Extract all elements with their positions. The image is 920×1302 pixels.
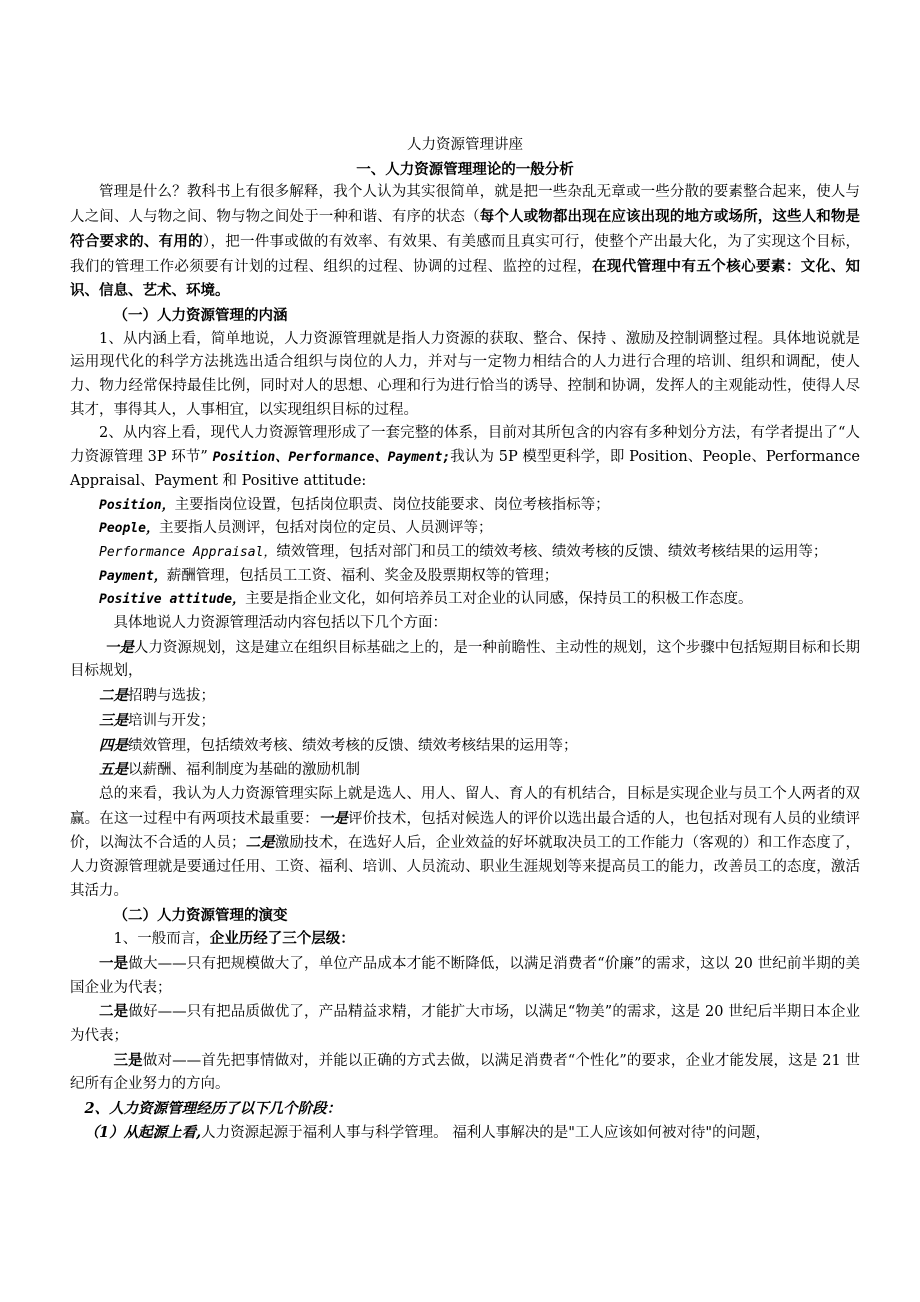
- model-text: 薪酬管理，包括员工工资、福利、奖金及股票期权等的管理；: [166, 567, 559, 584]
- model-item-performance: [70, 541, 860, 565]
- level-ordinal: 三是: [113, 1051, 143, 1069]
- stages-heading: 2、人力资源管理经历了以下几个阶段：: [84, 1100, 342, 1118]
- level-text: 做大——只有把规模做大了，单位产品成本才能不断降低，以满足消费者“价廉”的需求，这以 20 世纪前半期的美国企业为代表；: [70, 955, 861, 996]
- model-term: Performance Appraisal，: [99, 544, 277, 560]
- section-heading-1: 一、人力资源管理理论的一般分析: [356, 160, 574, 178]
- level-ordinal: 二是: [99, 1003, 129, 1021]
- activity-ordinal: 五是: [99, 761, 128, 779]
- intro-text-b: 每个人或物都出现在应该出现的地方或场所，这些人和物是符合要求的、有用的: [70, 208, 861, 250]
- activity-ordinal: 一是: [104, 638, 134, 656]
- model-term: Position，: [99, 497, 175, 513]
- activity-ordinal: 三是: [99, 711, 128, 729]
- model-item-position: [70, 494, 860, 518]
- level-ordinal: 一是: [99, 954, 129, 972]
- level-item-3: [70, 1049, 860, 1097]
- activity-item-3: [70, 709, 860, 734]
- levels-intro-b: 企业历经了三个层级：: [209, 930, 355, 948]
- model-text: 绩效管理，包括对部门和员工的绩效考核、绩效考核的反馈、绩效考核结果的运用等；: [276, 543, 828, 560]
- origin-paragraph: [70, 1121, 860, 1146]
- activity-item-2: [70, 684, 860, 709]
- level-item-1: [70, 952, 860, 1000]
- subsection-heading-1: （一）人力资源管理的内涵: [113, 306, 288, 324]
- intro-text-a: 管理是什么？教科书上有很多解释，我个人认为其实很简单，就是把一些杂乱无章或一些分散的要素整合起来，使人与人之间、人与物之间、物与物之间处于一种和谐、有序的状态（: [70, 184, 860, 226]
- model-term: People，: [99, 521, 159, 537]
- doc-title: 人力资源管理讲座: [407, 137, 523, 153]
- activities-intro: 具体地说人力资源管理活动内容包括以下几个方面：: [113, 615, 447, 632]
- level-item-2: [70, 1000, 860, 1048]
- activity-ordinal: 四是: [99, 736, 128, 754]
- activity-item-5: [70, 758, 860, 783]
- summary-ordinal-1: 一是: [318, 809, 349, 827]
- model-text: 主要指人员测评，包括对岗位的定员、人员测评等；: [158, 520, 493, 537]
- level-text: 做对——首先把事情做对，并能以正确的方式去做，以满足消费者“个性化”的要求，企业才能发展，这是 21 世纪所有企业努力的方向。: [70, 1052, 860, 1093]
- summary-text-e: 激励技术，在选好人后，企业效益的好坏就取决员工的工作能力（客观的）和工作态度了，人力资源管理就是要通过任用、工资、福利、培训、人员流动、职业生涯规划等来提高员工的能力，改善员工的态度，激活其活力。: [70, 835, 861, 899]
- levels-intro-a: 1、一般而言，: [113, 931, 210, 948]
- origin-text: 人力资源起源于福利人事与科学管理。 福利人事解决的是"工人应该如何被对待"的问题，: [201, 1124, 771, 1141]
- model-term: Positive attitude，: [99, 592, 246, 608]
- activity-text: 培训与开发；: [128, 712, 215, 729]
- content-text-a: 2、从内容上看，现代人力资源管理形成了一套完整的体系，目前对其所包含的内容有多种划分方法，有学者提出了“人力资源管理 3P 环节”: [70, 425, 860, 466]
- content-3p-terms: Position、Performance、Payment;: [212, 450, 451, 466]
- intro-text-d: 在现代管理中有五个核心要素：文化、知识、信息、艺术、环境。: [70, 257, 860, 300]
- subsection-heading-2: （二）人力资源管理的演变: [113, 906, 288, 924]
- model-item-payment: [70, 565, 860, 589]
- summary-text-a: 总的来看，我认为人力资源管理实际上就是选人、用人、留人、育人的有机结合，目标是实现企业与员工个人两者的双赢。在这一过程中有两项技术最重要：: [70, 785, 860, 827]
- activity-text: 招聘与选拔；: [128, 688, 215, 705]
- content-paragraph: [70, 422, 860, 493]
- activity-text: 以薪酬、福利制度为基础的激励机制: [128, 762, 360, 779]
- model-item-people: [70, 517, 860, 541]
- content-text-c: 我认为 5P 模型更科学，即 Position、People、Performance Appraisal、Payment 和 Positive attitude:: [70, 449, 861, 489]
- origin-lead: （1）从起源上看,: [84, 1123, 202, 1141]
- summary-paragraph: [70, 783, 860, 904]
- model-item-positive-attitude: [70, 588, 860, 612]
- level-text: 做好——只有把品质做优了，产品精益求精，才能扩大市场，以满足“物美”的需求，这是 20 世纪后半期日本企业为代表；: [70, 1004, 861, 1045]
- summary-ordinal-2: 二是: [245, 834, 275, 852]
- activity-text: 人力资源规划，这是建立在组织目标基础之上的，是一种前瞻性、主动性的规划，这个步骤中包括短期目标和长期目标规划，: [70, 639, 861, 680]
- levels-intro: [70, 927, 860, 952]
- activity-text: 绩效管理，包括绩效考核、绩效考核的反馈、绩效考核结果的运用等；: [128, 737, 578, 754]
- model-text: 主要指岗位设置，包括岗位职责、岗位技能要求、岗位考核指标等；: [174, 496, 610, 513]
- activity-ordinal: 二是: [99, 687, 128, 705]
- summary-text-c: 评价技术，包括对候选人的评价以选出最合适的人，也包括对现有人员的业绩评价，以淘汰不合适的人员；: [70, 810, 861, 852]
- activity-item-1: [70, 636, 860, 684]
- intro-text-c: ），把一件事或做的有效率、有效果、有美感而且真实可行，使整个产出最大化，为了实现这个目标，我们的管理工作必须要有计划的过程、组织的过程、协调的过程、监控的过程，: [70, 233, 860, 275]
- model-text: 主要是指企业文化，如何培养员工对企业的认同感，保持员工的积极工作态度。: [245, 591, 753, 608]
- intro-paragraph: [70, 181, 860, 304]
- activity-item-4: [70, 734, 860, 759]
- connotation-paragraph: 1、从内涵上看，简单地说，人力资源管理就是指人力资源的获取、整合、保持 、激励及控制调整过程。具体地说就是运用现代化的科学方法挑选出适合组织与岗位的人力，并对与一定物力相结合的人力进行合理的培训、组织和调配，使人力、物力经常保持最佳比例，同时对人的思想、心理和行为进行恰当的诱导、控制和协调，发挥人的主观能动性，使得人尽其才，事得其人，人事相宜，以实现组织目标的过程。: [70, 330, 860, 418]
- model-term: Payment，: [99, 568, 167, 584]
- document-body: [70, 134, 860, 1146]
